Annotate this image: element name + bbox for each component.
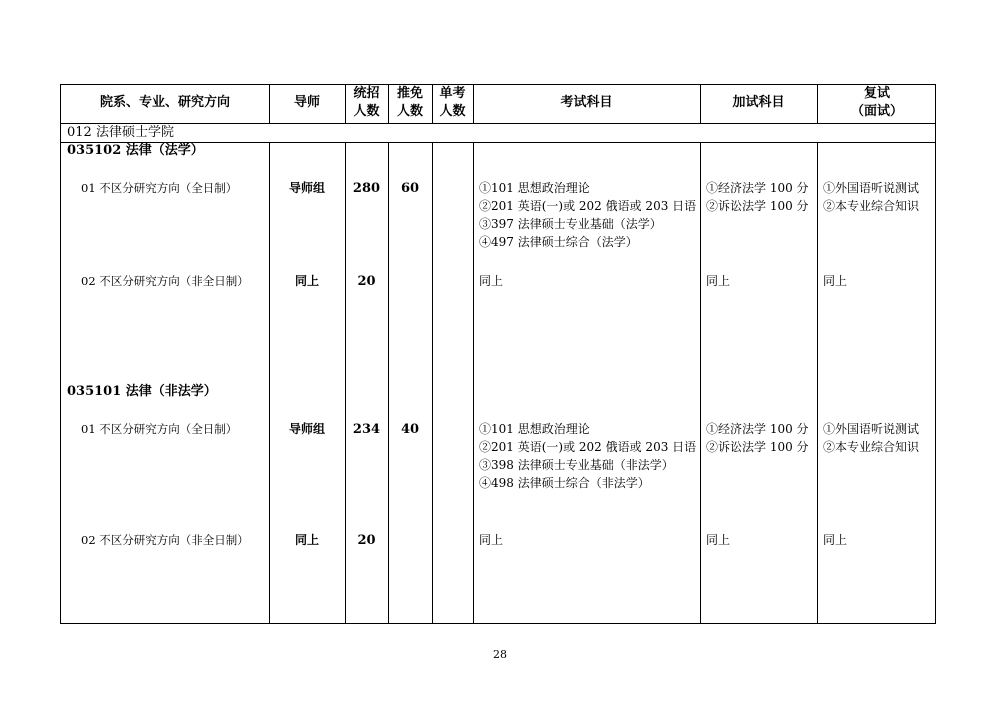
direction-label: 01 不区分研究方向（全日制）: [81, 181, 238, 195]
direction-label: 02 不区分研究方向（非全日制）: [81, 274, 249, 288]
exam-subject: ④497 法律硕士综合（法学）: [479, 235, 638, 249]
extra-subject: 同上: [706, 533, 731, 547]
unified-count: 20: [357, 533, 376, 548]
retest-subject: ①外国语听说测试: [823, 422, 920, 436]
exam-subject: 同上: [479, 533, 504, 547]
exempt-count: 40: [400, 422, 420, 437]
header-unified-bottom: 人数: [353, 104, 380, 119]
advisor-cell: 导师组: [288, 181, 325, 195]
direction-label: 01 不区分研究方向（全日制）: [81, 422, 238, 436]
col-rule-unified: [345, 142, 346, 623]
exam-subject: ②201 英语(一)或 202 俄语或 203 日语: [479, 199, 697, 213]
col-rule-single: [432, 142, 433, 623]
exam-subject: ④498 法律硕士综合（非法学）: [479, 476, 650, 490]
header-unified-top: 统招: [353, 86, 380, 101]
exempt-count: 60: [400, 181, 420, 196]
col-rule-retest: [817, 142, 818, 623]
header-retest-top: 复试: [863, 86, 890, 101]
col-rule-extra: [700, 142, 701, 623]
header-exam: 考试科目: [560, 95, 613, 110]
exam-subject: ①101 思想政治理论: [479, 181, 590, 195]
unified-count: 280: [352, 181, 381, 196]
header-extra: 加试科目: [732, 95, 785, 110]
direction-label: 02 不区分研究方向（非全日制）: [81, 533, 249, 547]
retest-subject: ②本专业综合知识: [823, 440, 920, 454]
header-single-top: 单考: [439, 86, 466, 101]
unified-count: 234: [352, 422, 381, 437]
department-name: 012 法律硕士学院: [67, 125, 174, 140]
col-rule-exam: [473, 142, 474, 623]
advisor-cell: 同上: [294, 533, 319, 547]
unified-count: 20: [357, 274, 376, 289]
extra-subject: ②诉讼法学 100 分: [706, 199, 809, 213]
extra-subject: ②诉讼法学 100 分: [706, 440, 809, 454]
header-exempt-top: 推免: [396, 86, 423, 101]
retest-subject: 同上: [823, 274, 848, 288]
exam-subject: ③397 法律硕士专业基础（法学）: [479, 217, 662, 231]
header-retest-bottom: （面试）: [850, 104, 903, 119]
major-title: 035102 法律（法学）: [67, 143, 204, 158]
admissions-table: [60, 84, 936, 624]
extra-subject: 同上: [706, 274, 731, 288]
major-title: 035101 法律（非法学）: [67, 384, 217, 399]
col-rule-exempt: [388, 142, 389, 623]
page-number: 28: [493, 648, 507, 661]
retest-subject: ①外国语听说测试: [823, 181, 920, 195]
extra-subject: ①经济法学 100 分: [706, 422, 809, 436]
col-rule-advisor: [269, 142, 270, 623]
exam-subject: 同上: [479, 274, 504, 288]
header-single-bottom: 人数: [439, 104, 466, 119]
header-dept: 院系、专业、研究方向: [99, 95, 230, 110]
advisor-cell: 同上: [294, 274, 319, 288]
header-divider: [61, 123, 935, 124]
exam-subject: ①101 思想政治理论: [479, 422, 590, 436]
advisor-cell: 导师组: [288, 422, 325, 436]
retest-subject: ②本专业综合知识: [823, 199, 920, 213]
exam-subject: ③398 法律硕士专业基础（非法学）: [479, 458, 674, 472]
header-advisor: 导师: [293, 95, 320, 110]
exam-subject: ②201 英语(一)或 202 俄语或 203 日语: [479, 440, 697, 454]
retest-subject: 同上: [823, 533, 848, 547]
header-exempt-bottom: 人数: [396, 104, 423, 119]
extra-subject: ①经济法学 100 分: [706, 181, 809, 195]
